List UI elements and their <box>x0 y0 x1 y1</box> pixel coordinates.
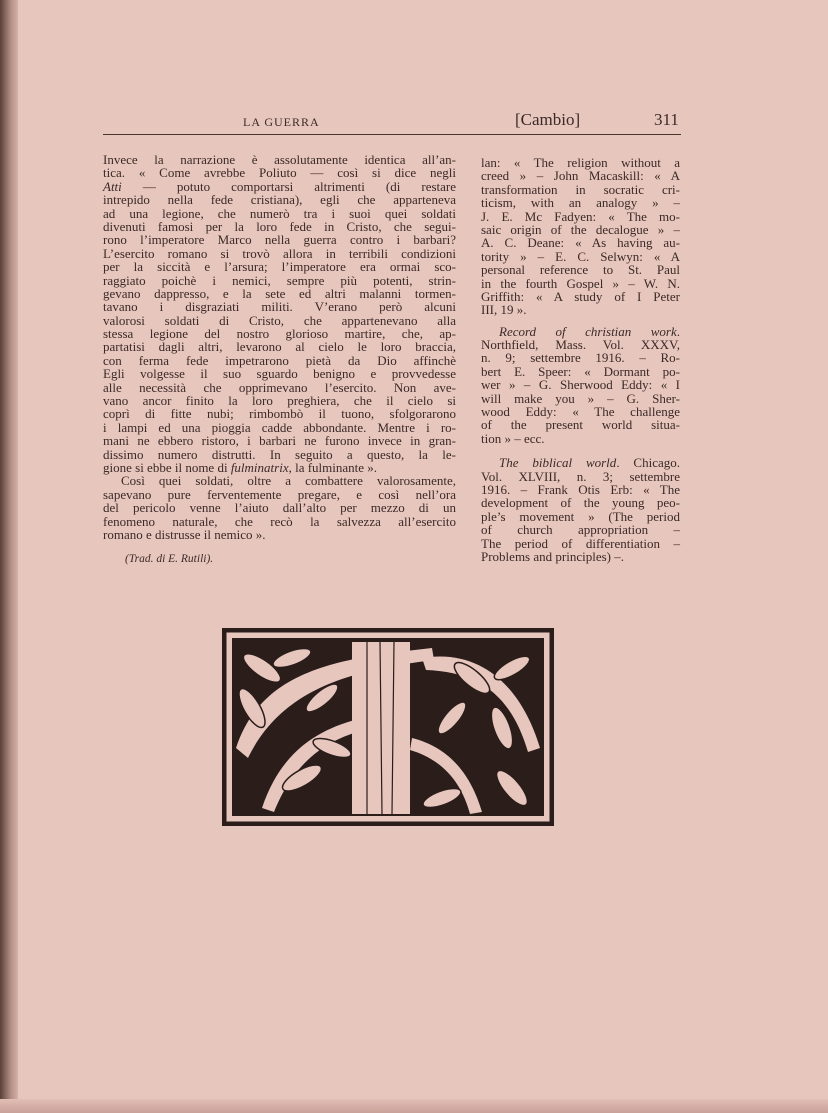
right-column <box>481 156 680 563</box>
text-line: stessa legione del nostro glorioso martire, che, ap- <box>103 326 456 342</box>
text-line: con ferma fede impetrarono pietà da Dio affinchè <box>103 352 456 368</box>
text-line: ticism, with an analogy » – <box>481 195 680 211</box>
text-line: ad una legione, che numerò tra i suoi quei soldati <box>103 205 456 221</box>
translator-credit: (Trad. di E. Rutili). <box>125 553 214 566</box>
text-line: partatisi dagli altri, levarono al cielo le loro braccia, <box>103 339 456 355</box>
text-line: coprì di fitte nubi; rimbombò il tuono, sfolgorarono <box>103 406 456 422</box>
text-line: J. E. Mc Fadyen: « The mo- <box>481 208 680 224</box>
paragraph <box>481 325 680 446</box>
text-line: gevano dappresso, e la sete ed altri malanni tormen- <box>103 285 456 301</box>
text-line: raggiato poichè i nemici, sempre più potenti, strin- <box>103 272 456 288</box>
left-column <box>103 153 456 566</box>
text-line: valorosi soldati di Cristo, che appartenevano alla <box>103 312 456 328</box>
text-line: tavano i disgraziati militi. V’erano però alcuni <box>103 299 456 315</box>
text-line: Egli volgesse il suo sguardo benigno e provvedesse <box>103 366 456 382</box>
text-line: Northfield, Mass. Vol. XXXV, <box>481 337 680 353</box>
text-line: The biblical world. Chicago. <box>499 455 681 471</box>
text-line: of church appropriation – <box>481 522 680 538</box>
text-line: divenuti famosi per la loro fede in Cristo, che segui- <box>103 218 456 234</box>
text-line: Atti — potuto comportarsi altrimenti (di restare <box>103 178 456 194</box>
text-line: of the present world situa- <box>481 417 680 433</box>
text-line: Vol. XLVIII, n. 3; settembre <box>481 468 680 484</box>
text-line: n. 9; settembre 1916. – Ro- <box>481 350 680 366</box>
text-line: The period of differentiation – <box>481 535 680 551</box>
text-line: Così quei soldati, oltre a combattere valorosamente, <box>121 473 456 489</box>
text-line: creed » – John Macaskill: « A <box>481 168 680 184</box>
text-line: personal reference to St. Paul <box>481 262 680 278</box>
text-line: ple’s movement » (The period <box>481 508 680 524</box>
text-line: transformation in socratic cri- <box>481 181 680 197</box>
paragraph <box>103 153 456 474</box>
text-line: vano ancor finito la loro preghiera, che il cielo si <box>103 393 456 409</box>
page-number: 311 <box>654 110 679 129</box>
section-label: [Cambio] <box>515 110 581 129</box>
text-line: wer » – G. Sherwood Eddy: « I <box>481 377 680 393</box>
text-line: tica. « Come avrebbe Poliuto — così si dice negli <box>103 165 456 181</box>
text-line: in the fourth Gospel » – W. N. <box>481 275 680 291</box>
text-line: L’esercito romano si trovò allora in terribili condizioni <box>103 245 456 261</box>
woodcut-tree-branches-icon <box>222 628 554 826</box>
text-line: intrepido nella fede cristiana), egli che apparteneva <box>103 192 456 208</box>
book-spine-edge <box>0 0 18 1113</box>
text-line: development of the young peo- <box>481 495 680 511</box>
text-line: A. C. Deane: « As having au- <box>481 235 680 251</box>
text-line: Invece la narrazione è assolutamente identica all’an- <box>103 152 456 167</box>
text-line: mani ne ebbero ristoro, i barbari ne furono invece in gran- <box>103 433 456 449</box>
text-line: del pericolo venne l’aiuto dall’alto per mezzo di un <box>103 500 456 516</box>
paragraph <box>103 474 456 541</box>
text-line: rono l’imperatore Marco nella guerra contro i barbari? <box>103 232 456 248</box>
text-line: tority » – E. C. Selwyn: « A <box>481 248 680 264</box>
header-rule <box>103 134 681 135</box>
text-line: i lampi ed una pioggia cadde abbondante. Mentre i ro- <box>103 419 456 435</box>
paragraph <box>481 456 680 563</box>
text-line: lan: « The religion without a <box>481 155 680 170</box>
text-line: III, 19 ». <box>481 302 527 318</box>
text-line: Record of christian work. <box>499 323 680 339</box>
text-line: fenomeno naturale, che recò la salvezza all’esercito <box>103 513 456 529</box>
text-line: wood Eddy: « The challenge <box>481 404 680 420</box>
text-line: alle necessità che opprimevano l’esercito. Non ave- <box>103 379 456 395</box>
text-line: tion » – ecc. <box>481 430 545 446</box>
text-line: Griffith: « A study of I Peter <box>481 288 680 304</box>
text-line: romano e distrusse il nemico ». <box>103 526 266 542</box>
text-line: dissimo numero distrutti. In seguito a questo, la le- <box>103 446 456 462</box>
text-line: gione si ebbe il nome di fulminatrix, la fulminante ». <box>103 459 378 475</box>
text-line: 1916. – Frank Otis Erb: « The <box>481 481 680 497</box>
text-line: will make you » – G. Sher- <box>481 390 680 406</box>
running-title: LA GUERRA <box>243 115 320 129</box>
paragraph <box>481 156 680 317</box>
text-line: per la siccità e l’arsura; l’imperatore era ormai sco- <box>103 259 456 275</box>
text-line: Problems and principles) –. <box>481 548 624 564</box>
text-line: sapevano pure ferventemente pregare, e così nell’ora <box>103 486 456 502</box>
text-line: saic origin of the decalogue » – <box>481 221 680 237</box>
page-bottom-edge <box>0 1099 828 1113</box>
text-line: bert E. Speer: « Dormant po- <box>481 363 680 379</box>
